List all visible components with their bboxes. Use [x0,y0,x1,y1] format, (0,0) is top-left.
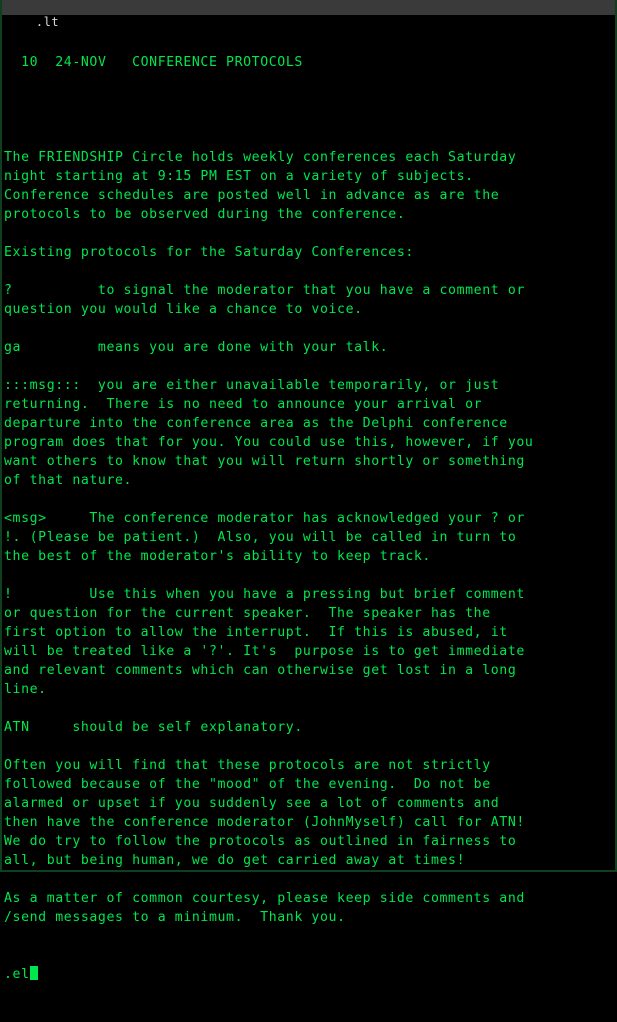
terminal-line [4,129,613,148]
terminal-line: of that nature. [4,473,133,488]
terminal-line [4,490,613,509]
terminal-line: protocols to be observed during the conference. [4,207,406,222]
terminal-line: The FRIENDSHIP Circle holds weekly conferences each Saturday [4,150,517,165]
terminal-line: ? to signal the moderator that you have a comment or [4,283,525,298]
terminal-line: !. (Please be patient.) Also, you will be called in turn to [4,530,517,545]
terminal-line: ! Use this when you have a pressing but brief comment [4,587,525,602]
terminal-line: program does that for you. You could use this, however, if you [4,435,534,450]
window-title: .lt [35,15,60,29]
window-titlebar[interactable] [2,0,615,29]
terminal-line: first option to allow the interrupt. If this is abused, it [4,625,508,640]
terminal-line: will be treated like a '?'. It's purpose is to get immediate [4,644,525,659]
terminal-line: want others to know that you will return shortly or something [4,454,525,469]
terminal-line [4,110,613,129]
terminal-line: As a matter of common courtesy, please keep side comments and [4,891,525,906]
terminal-line: ga means you are done with your talk. [4,340,389,355]
terminal-line [4,262,613,281]
terminal-line: <msg> The conference moderator has acknowledged your ? or [4,511,525,526]
terminal-line: or question for the current speaker. The speaker has the [4,606,491,621]
terminal-output [2,15,615,1022]
terminal-line: We do try to follow the protocols as outlined in fairness to [4,834,517,849]
terminal-body [4,110,613,927]
terminal-line [4,224,613,243]
terminal-line: question you would like a chance to voice. [4,302,363,317]
terminal-line: Existing protocols for the Saturday Conferences: [4,245,414,260]
terminal-line: departure into the conference area as the Delphi conference [4,416,508,431]
terminal-line [4,737,613,756]
page-header: 10 24-NOV CONFERENCE PROTOCOLS [4,55,303,70]
terminal-line [4,319,613,338]
terminal-line: Conference schedules are posted well in advance as are the [4,188,500,203]
terminal-line: alarmed or upset if you suddenly see a lot of comments and [4,796,500,811]
terminal-line: and relevant comments which can otherwise get lost in a long [4,663,517,678]
terminal-line: :::msg::: you are either unavailable temporarily, or just [4,378,500,393]
terminal-line: all, but being human, we do get carried away at times! [4,853,466,868]
terminal-line [4,566,613,585]
terminal-line [4,870,613,889]
terminal-line: /send messages to a minimum. Thank you. [4,910,346,925]
terminal-line [4,699,613,718]
terminal-prompt[interactable] [4,965,613,984]
terminal-line: returning. There is no need to announce your arrival or [4,397,483,412]
terminal-line: ATN should be self explanatory. [4,720,303,735]
terminal-line: then have the conference moderator (JohnMyself) call for ATN! [4,815,525,830]
terminal-line: night starting at 9:15 PM EST on a variety of subjects. [4,169,474,184]
terminal-line: followed because of the "mood" of the evening. Do not be [4,777,491,792]
terminal-line [4,357,613,376]
terminal-line: line. [4,682,47,697]
terminal-line: Often you will find that these protocols are not strictly [4,758,491,773]
text-cursor [30,966,38,980]
terminal-line: the best of the moderator's ability to keep track. [4,549,431,564]
prompt-text: .el [4,967,30,982]
